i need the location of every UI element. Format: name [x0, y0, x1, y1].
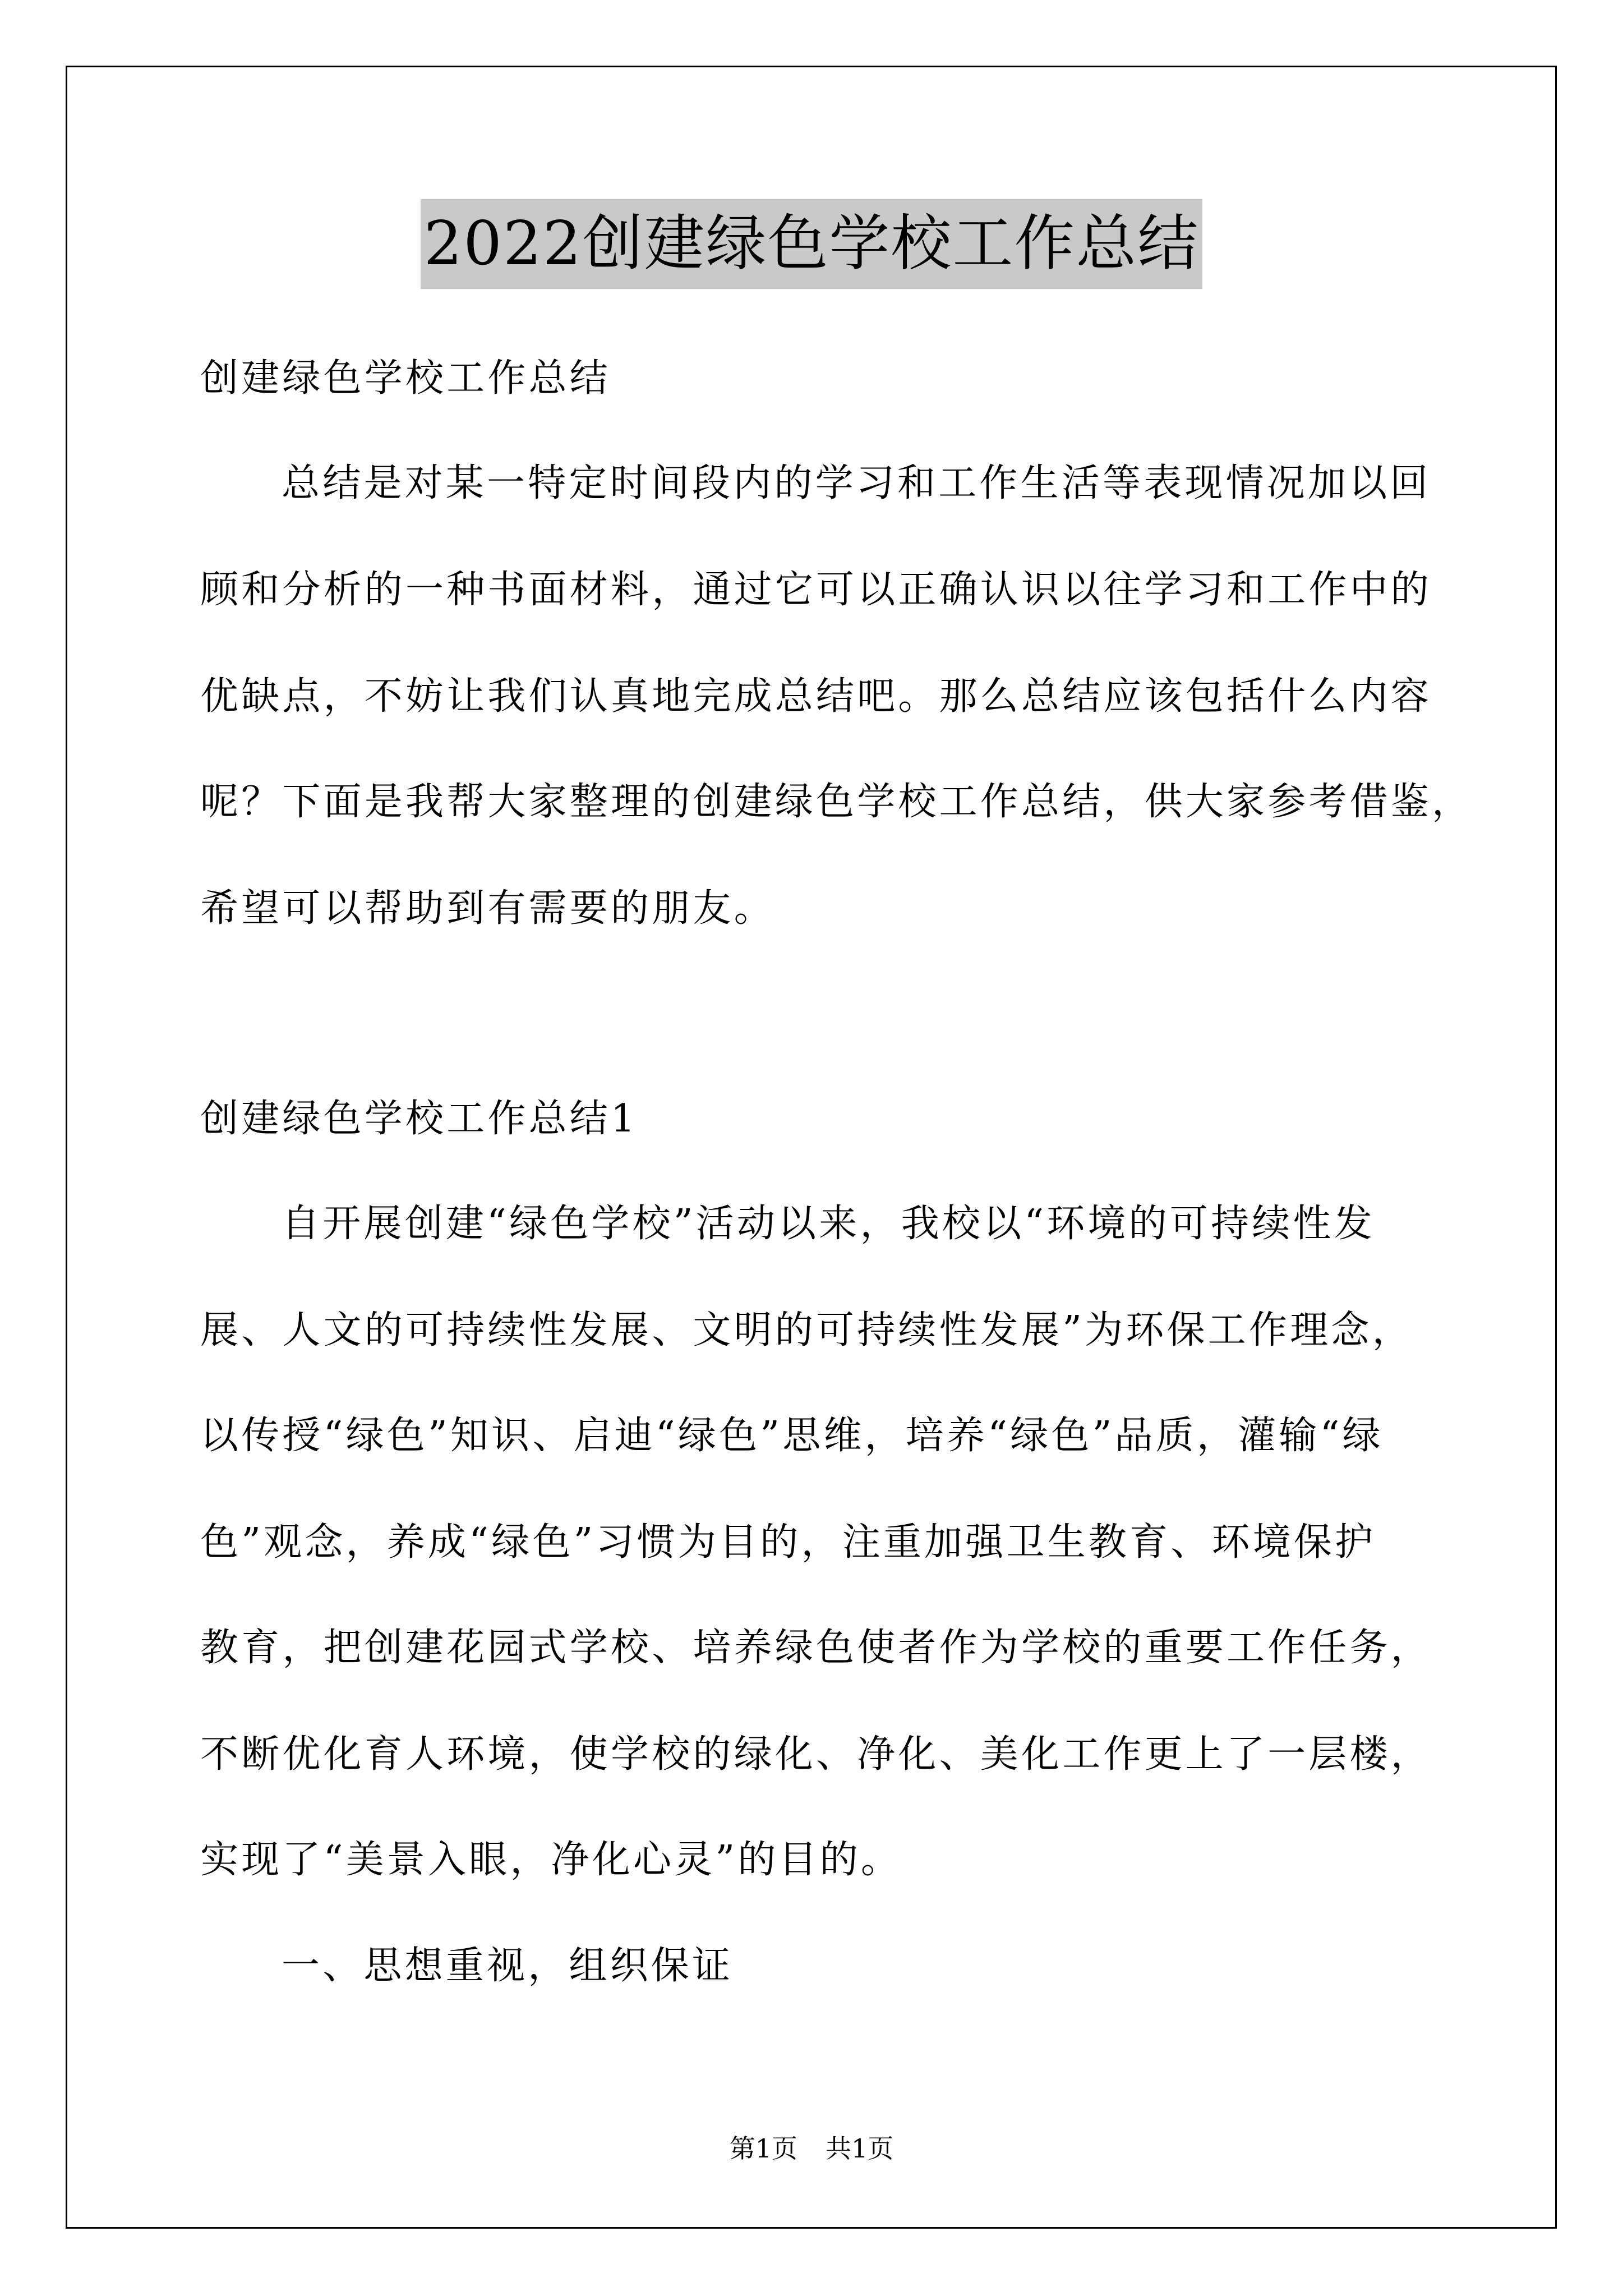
body-line-6: 不断优化育人环境，使学校的绿化、净化、美化工作更上了一层楼， [200, 1732, 1432, 1777]
document-subtitle: 创建绿色学校工作总结 [200, 356, 611, 401]
page-number: 第1页 [729, 2133, 797, 2164]
intro-line-4: 呢？下面是我帮大家整理的创建绿色学校工作总结，供大家参考借鉴， [200, 780, 1473, 824]
body-line-1: 自开展创建“绿色学校”活动以来，我校以“环境的可持续性发 [282, 1202, 1375, 1246]
intro-line-2: 顾和分析的一种书面材料，通过它可以正确认识以往学习和工作中的 [200, 568, 1432, 612]
body-line-5: 教育，把创建花园式学校、培养绿色使者作为学校的重要工作任务， [200, 1626, 1432, 1670]
body-line-7: 实现了“美景入眼，净化心灵”的目的。 [200, 1838, 902, 1882]
page-footer [0, 2132, 1623, 2165]
intro-line-3: 优缺点，不妨让我们认真地完成总结吧。那么总结应该包括什么内容 [200, 674, 1432, 719]
point-heading: 一、思想重视，组织保证 [282, 1944, 734, 1988]
page-count: 共1页 [826, 2133, 894, 2164]
intro-line-1: 总结是对某一特定时间段内的学习和工作生活等表现情况加以回 [282, 461, 1431, 505]
intro-line-5: 希望可以帮助到有需要的朋友。 [200, 886, 775, 931]
body-line-4: 色”观念，养成“绿色”习惯为目的，注重加强卫生教育、环境保护 [200, 1520, 1376, 1565]
body-line-2: 展、人文的可持续性发展、文明的可持续性发展”为环保工作理念， [200, 1308, 1413, 1352]
title-container [0, 199, 1623, 289]
body-line-3: 以传授“绿色”知识、启迪“绿色”思维，培养“绿色”品质，灌输“绿 [200, 1414, 1384, 1458]
section-heading: 创建绿色学校工作总结1 [200, 1097, 638, 1141]
document-title: 2022创建绿色学校工作总结 [421, 199, 1203, 289]
